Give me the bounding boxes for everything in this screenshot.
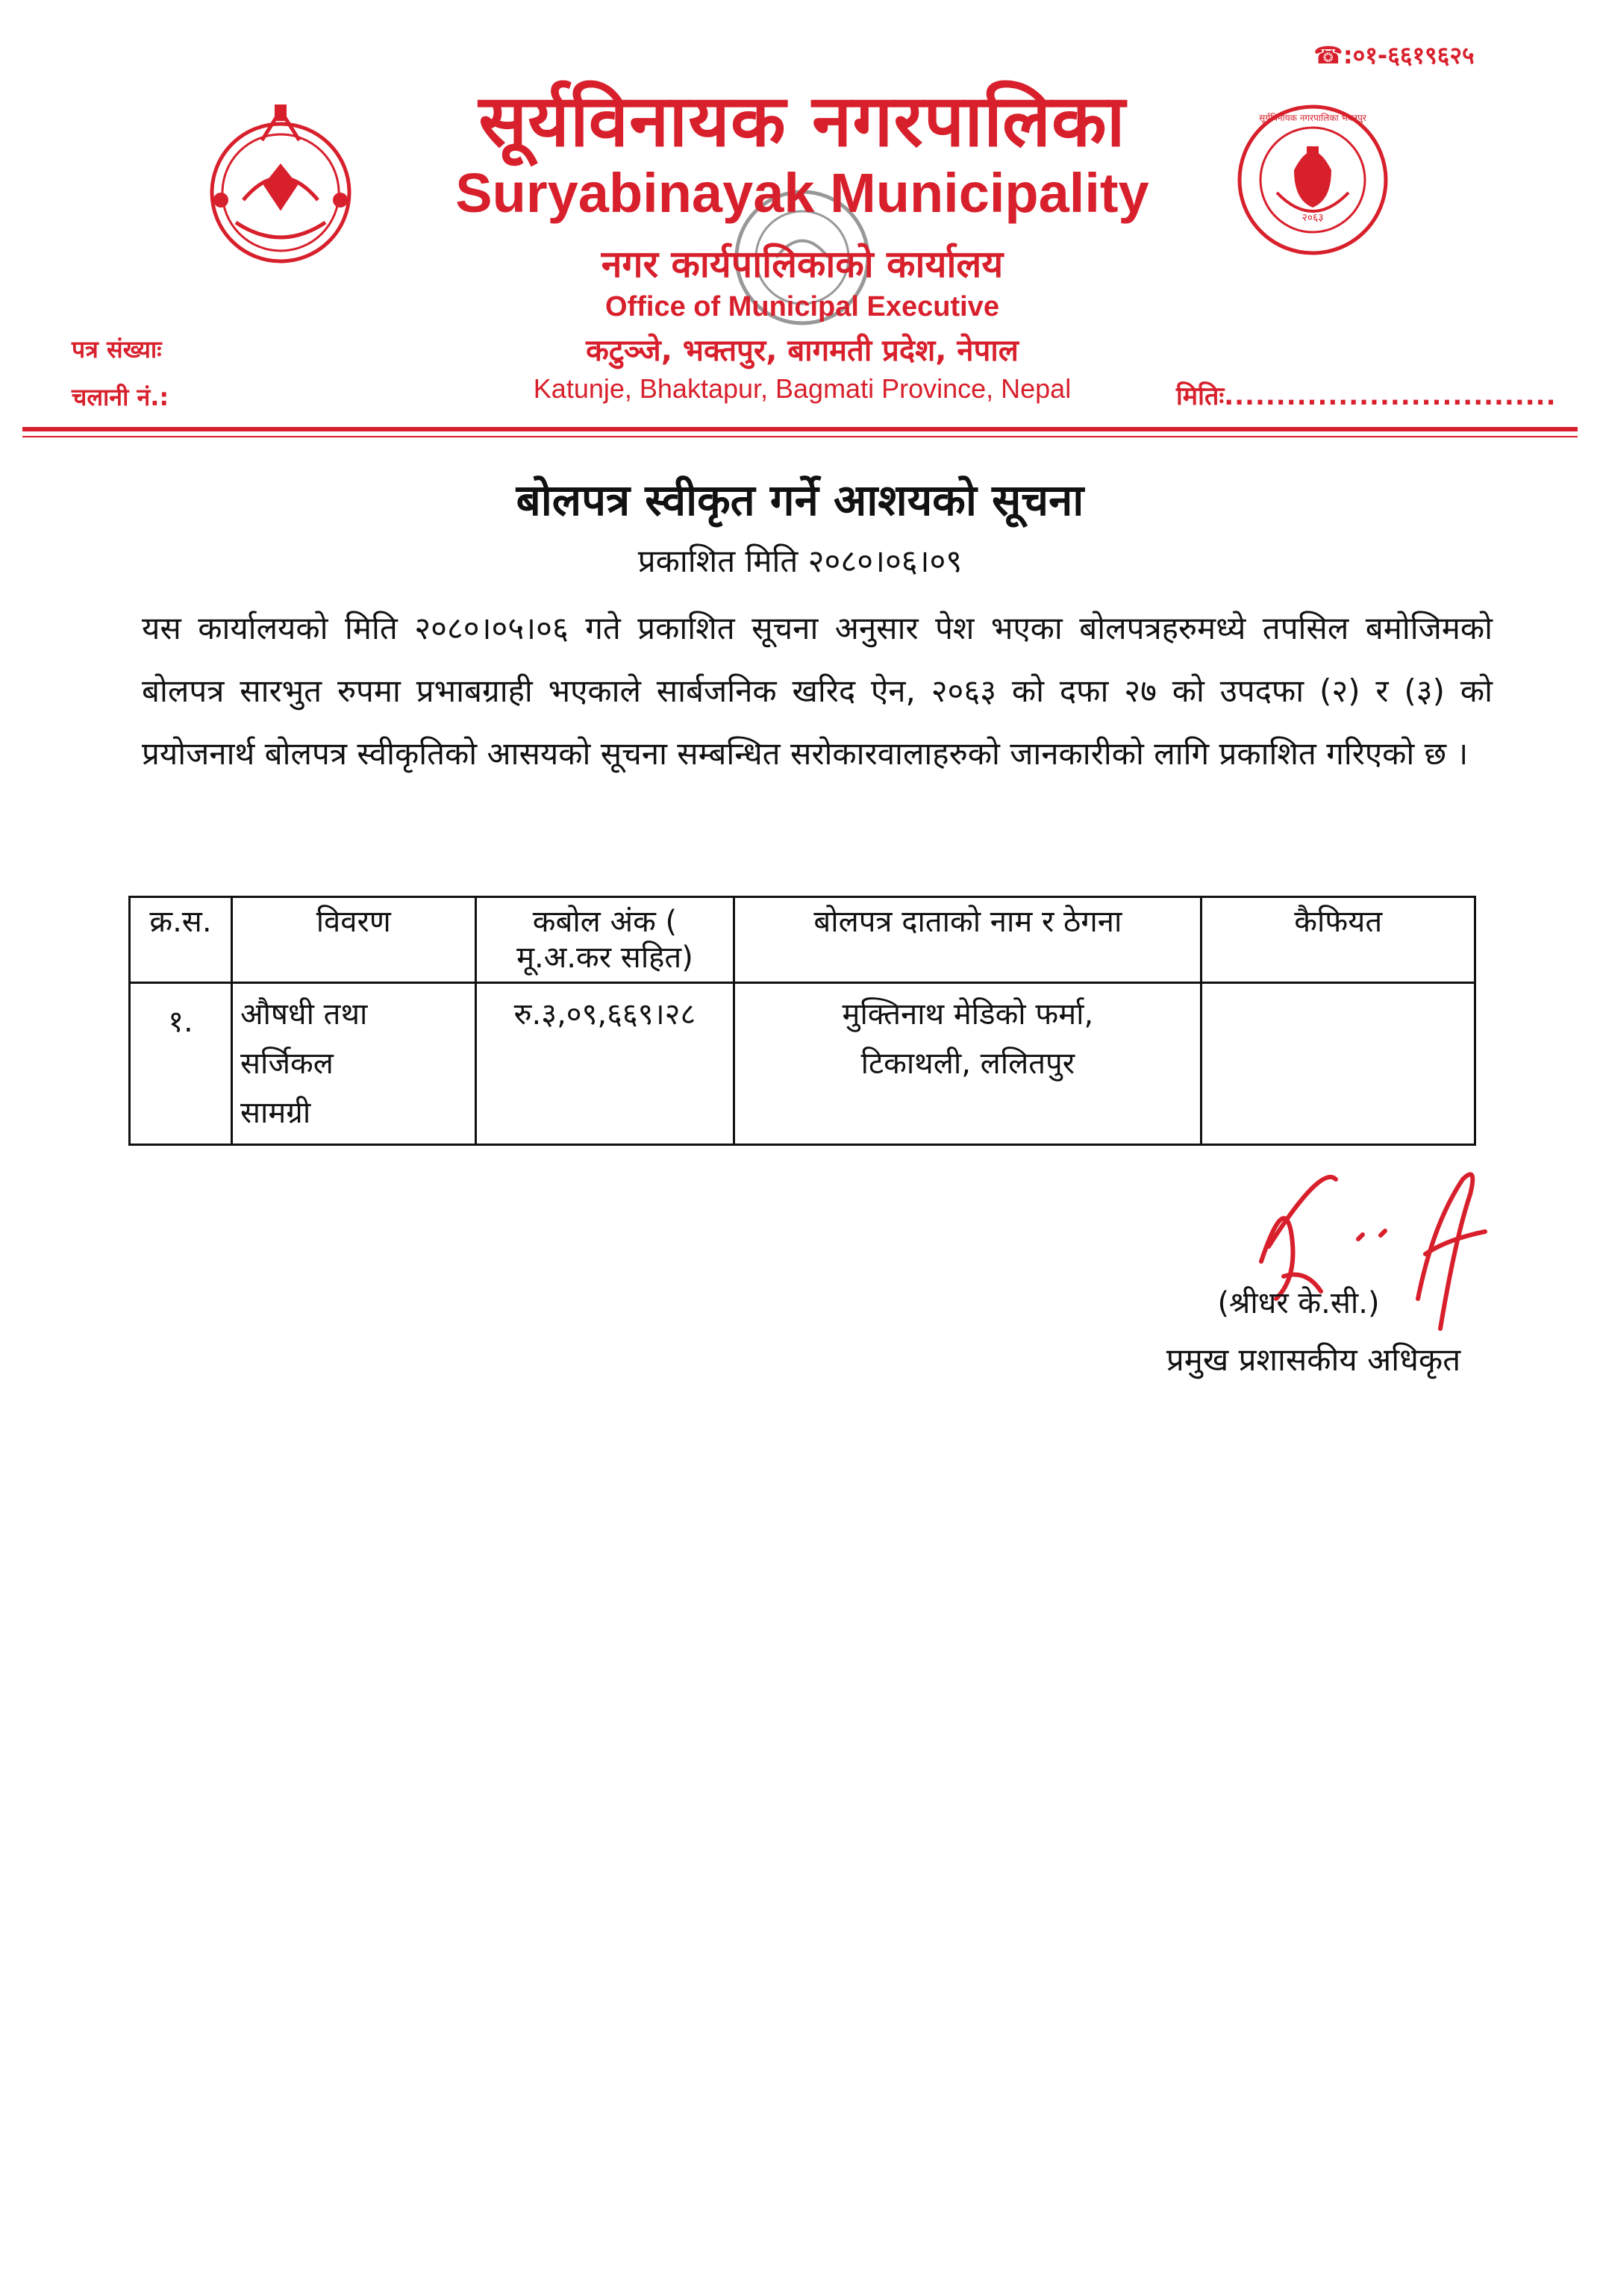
office-name-english: Office of Municipal Executive — [605, 291, 999, 322]
bidder-line: टिकाथली, ललितपुर — [860, 1046, 1075, 1081]
cell-description — [231, 983, 475, 1145]
signer-name: (श्रीधर के.सी.) — [1217, 1286, 1380, 1320]
description-line: औषधी तथा — [240, 997, 368, 1032]
address-nepali: कटुञ्जे, भक्तपुर, बागमती प्रदेश, नेपाल — [586, 334, 1019, 368]
bid-table — [128, 896, 1476, 1146]
municipality-name-english: Suryabinayak Municipality — [455, 162, 1149, 224]
notice-paragraph: यस कार्यालयको मिति २०८०।०५।०६ गते प्रकाशित सूचना अनुसार पेश भएका बोलपत्रहरुमध्ये तपसिल बमोजिमको बोलपत्र सारभुत रुपमा प्रभाबग्राही भएकाले सार्बजनिक खरिद ऐन, २०६३ को दफा २७ को उपदफा (२) र (३) को प्रयोजनार्थ बोलपत्र स्वीकृतिको आसयको सूचना सम्बन्धित सरोकारवालाहरुको जानकारीको लागि प्रकाशित गरिएको छ । — [142, 610, 1493, 772]
date-label: मितिः — [1176, 381, 1225, 411]
suryabinayak-municipality-logo-icon — [1236, 103, 1390, 257]
table-row — [130, 983, 1475, 1145]
cell-remarks — [1201, 983, 1475, 1145]
phone-number: ☎:०१-६६१९६२५ — [1313, 41, 1475, 69]
header-amount-line1: कबोल अंक ( — [532, 905, 678, 939]
address-english: Katunje, Bhaktapur, Bagmati Province, Nepal — [533, 373, 1072, 404]
header-description: विवरण — [231, 897, 475, 983]
cell-sn: १. — [130, 983, 232, 1145]
header-divider-thin — [22, 436, 1578, 437]
header-remarks: कैफियत — [1201, 897, 1475, 983]
header-bidder: बोलपत्र दाताको नाम र ठेगना — [734, 897, 1201, 983]
published-date: प्रकाशित मिति २०८०।०६।०९ — [637, 543, 963, 579]
bidder-line: मुक्तिनाथ मेडिको फर्मा, — [842, 997, 1094, 1032]
cell-amount: रु.३,०९,६६९।२८ — [475, 983, 734, 1145]
logo-year: २०६३ — [1301, 212, 1324, 224]
municipality-name-nepali: सूर्यविनायक नगरपालिका — [478, 79, 1126, 163]
logo-ring-text: सूर्यविनायक नगरपालिका भक्तपुर — [1259, 113, 1366, 123]
dispatch-number-label: चलानी नं.: — [72, 383, 169, 411]
header-amount-line2: मू.अ.कर सहित) — [516, 940, 693, 975]
description-line: सामग्री — [240, 1096, 311, 1130]
header-divider — [22, 427, 1578, 431]
notice-title: बोलपत्र स्वीकृत गर्ने आशयको सूचना — [516, 475, 1084, 525]
date-blank: ................................ — [1224, 381, 1557, 411]
signer-title: प्रमुख प्रशासकीय अधिकृत — [1166, 1341, 1461, 1378]
header-amount — [475, 897, 734, 983]
letter-number-label: पत्र संख्याः — [72, 335, 162, 364]
nepal-government-emblem-icon — [191, 96, 370, 275]
description-line: सर्जिकल — [240, 1046, 334, 1081]
date-field — [1176, 378, 1557, 412]
office-name-nepali: नगर कार्यपालिकाको कार्यालय — [601, 243, 1004, 286]
header-sn: क्र.स. — [130, 897, 232, 983]
table-header-row — [130, 897, 1475, 983]
cell-bidder — [734, 983, 1201, 1145]
